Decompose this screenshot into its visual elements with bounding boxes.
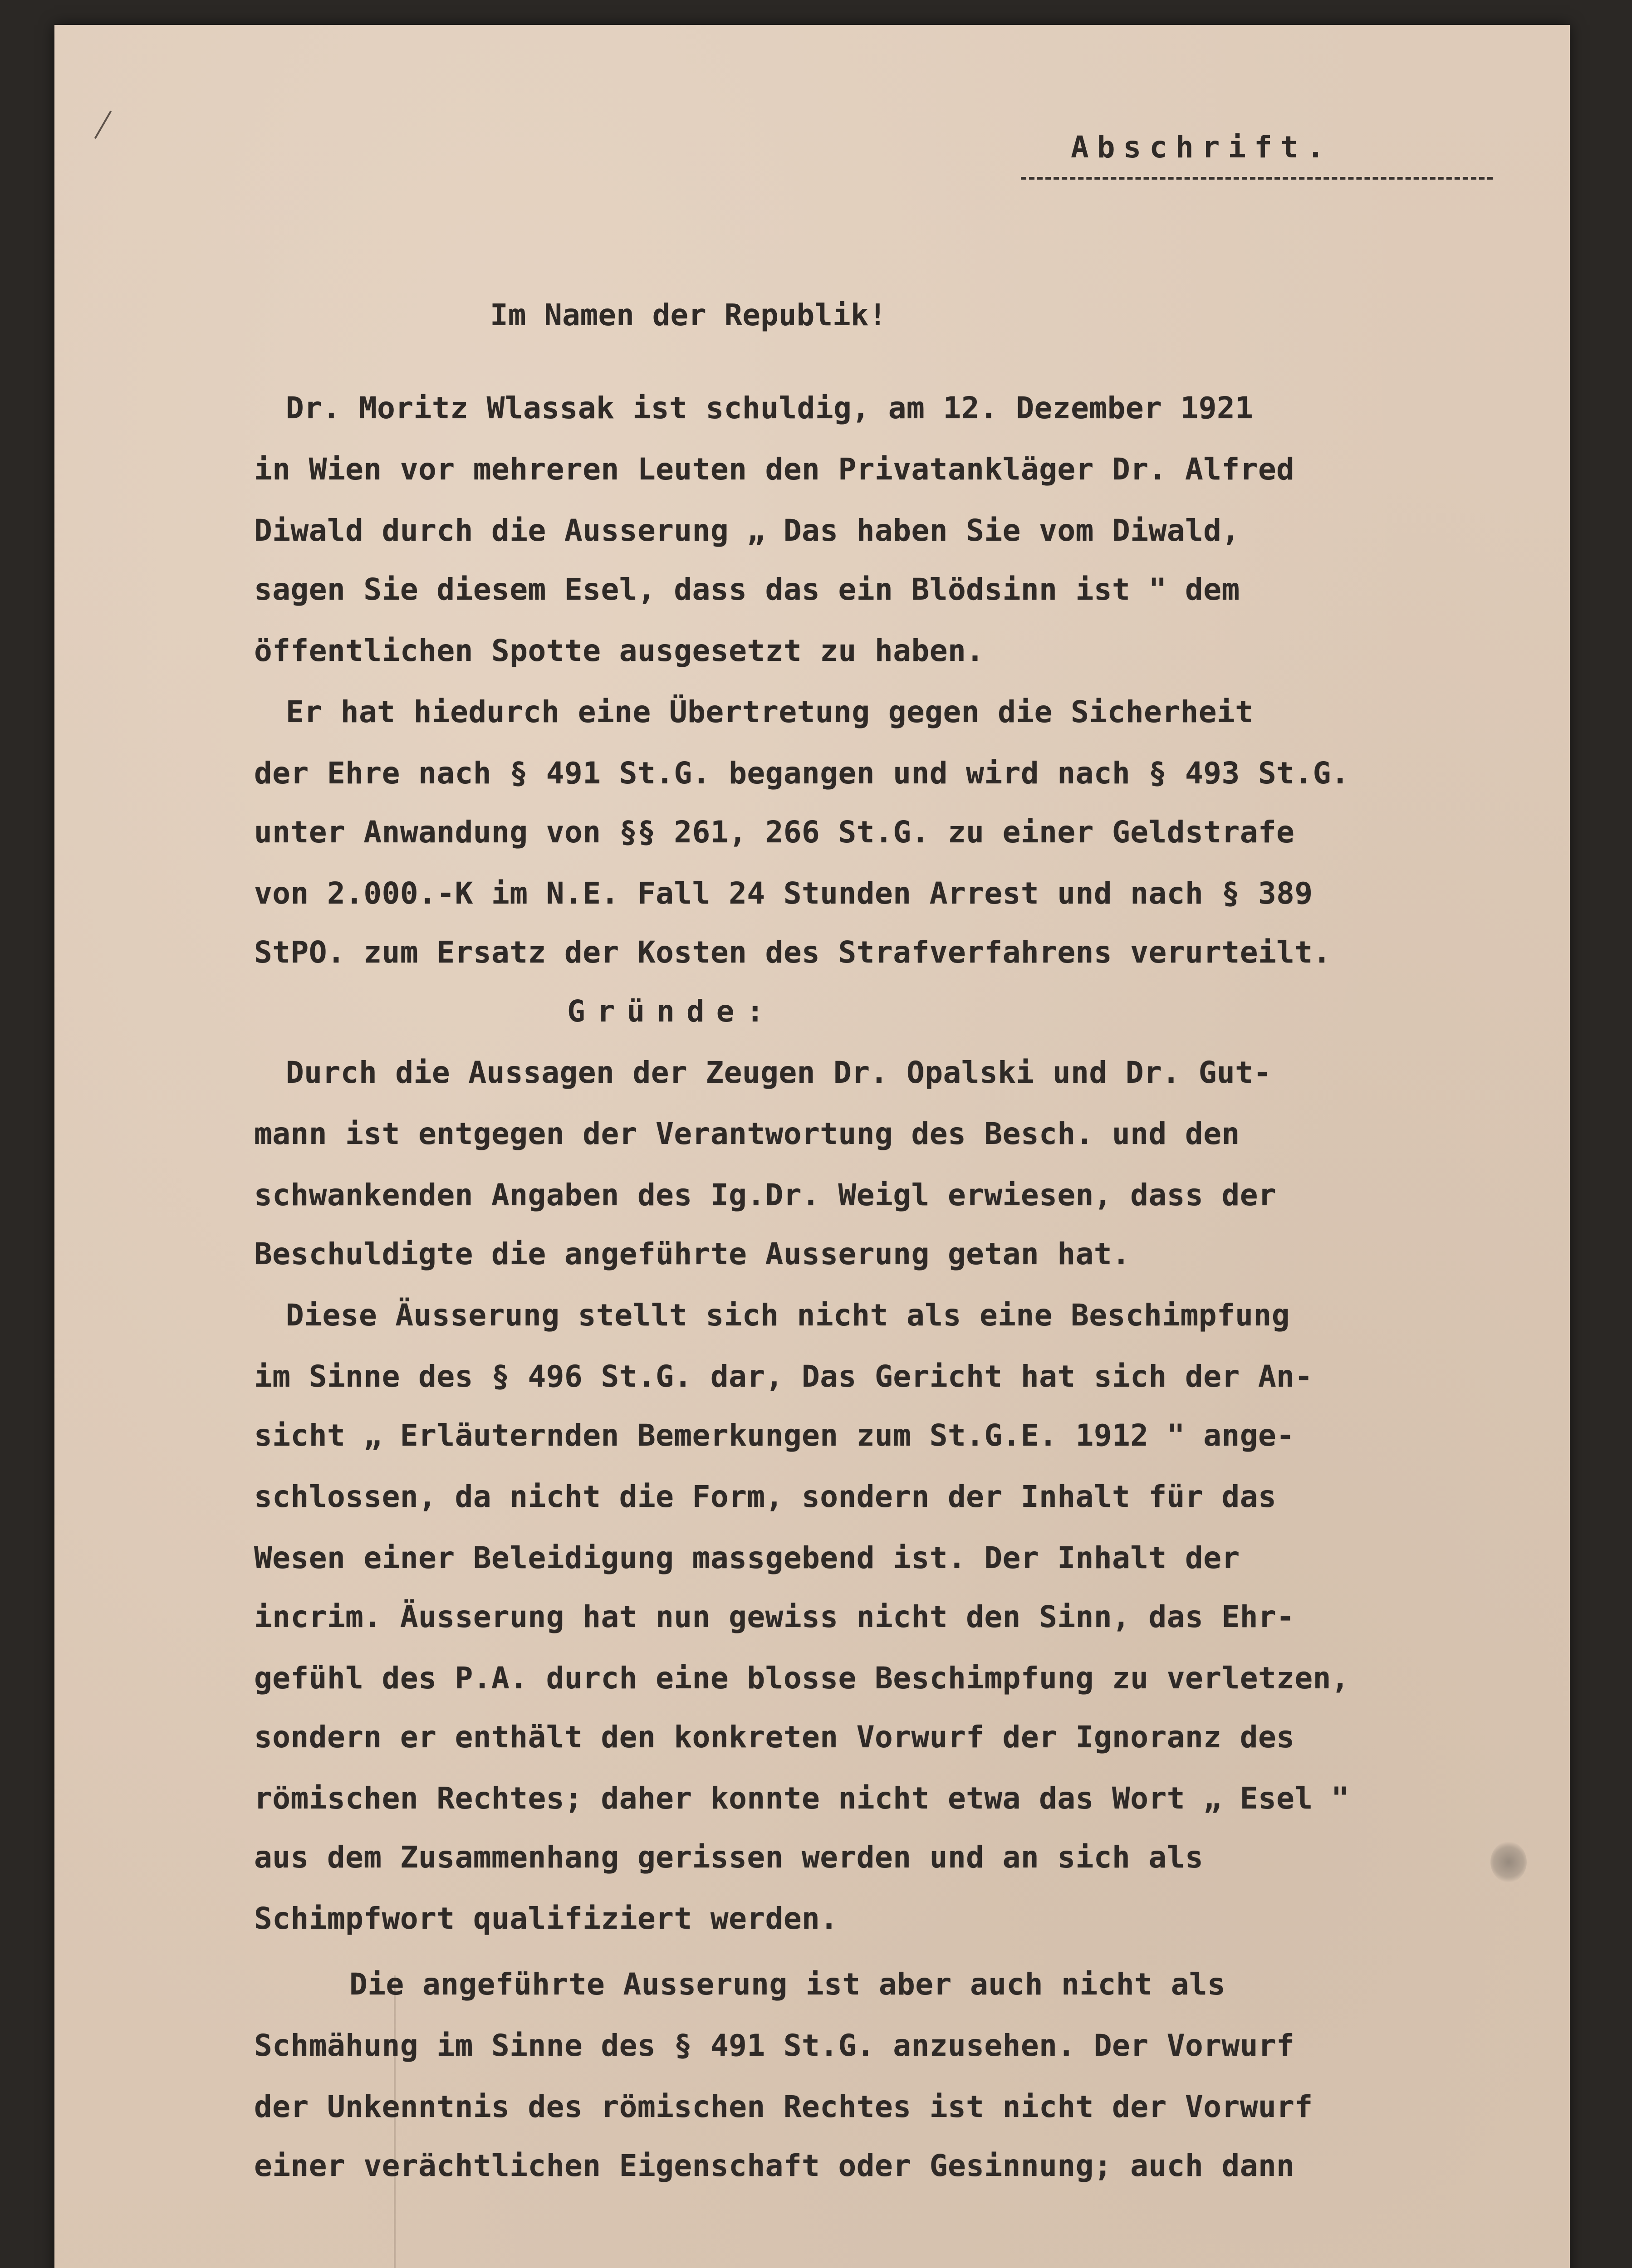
reasons-line: incrim. Äusserung hat nun gewiss nicht den Sinn, das Ehr- bbox=[254, 1599, 1295, 1634]
reasons-heading: Gründe: bbox=[567, 994, 776, 1029]
verdict-line: sagen Sie diesem Esel, dass das ein Blödsinn ist " dem bbox=[254, 572, 1240, 607]
verdict-line: Er hat hiedurch eine Übertretung gegen die Sicherheit bbox=[286, 694, 1254, 729]
verdict-line: öffentlichen Spotte ausgesetzt zu haben. bbox=[254, 633, 985, 668]
verdict-line: der Ehre nach § 491 St.G. begangen und wird nach § 493 St.G. bbox=[254, 756, 1350, 791]
reasons-line: sondern er enthält den konkreten Vorwurf der Ignoranz des bbox=[254, 1720, 1295, 1755]
reasons-line: einer verächtlichen Eigenschaft oder Gesinnung; auch dann bbox=[254, 2148, 1295, 2183]
reasons-line: Diese Äusserung stellt sich nicht als eine Beschimpfung bbox=[286, 1298, 1290, 1333]
reasons-line: mann ist entgegen der Verantwortung des Besch. und den bbox=[254, 1116, 1240, 1151]
reasons-line: gefühl des P.A. durch eine blosse Beschimpfung zu verletzen, bbox=[254, 1661, 1350, 1696]
reasons-line: schwankenden Angaben des Ig.Dr. Weigl erwiesen, dass der bbox=[254, 1178, 1277, 1212]
reasons-line: Schmähung im Sinne des § 491 St.G. anzusehen. Der Vorwurf bbox=[254, 2028, 1295, 2063]
reasons-line: Durch die Aussagen der Zeugen Dr. Opalski und Dr. Gut- bbox=[286, 1055, 1272, 1090]
verdict-line: unter Anwandung von §§ 261, 266 St.G. zu einer Geldstrafe bbox=[254, 815, 1295, 850]
reasons-line: der Unkenntnis des römischen Rechtes ist nicht der Vorwurf bbox=[254, 2089, 1313, 2124]
verdict-line: von 2.000.-K im N.E. Fall 24 Stunden Arrest und nach § 389 bbox=[254, 876, 1313, 911]
typed-text bbox=[54, 25, 1570, 2268]
reasons-line: Schimpfwort qualifiziert werden. bbox=[254, 1901, 838, 1936]
copy-label-underline bbox=[1021, 177, 1493, 180]
reasons-line: sicht „ Erläuternden Bemerkungen zum St.G.E. 1912 " ange- bbox=[254, 1418, 1295, 1453]
reasons-line: im Sinne des § 496 St.G. dar, Das Gericht hat sich der An- bbox=[254, 1359, 1313, 1394]
reasons-line: aus dem Zusammenhang gerissen werden und an sich als bbox=[254, 1840, 1204, 1875]
reasons-line: Beschuldigte die angeführte Ausserung getan hat. bbox=[254, 1237, 1131, 1271]
verdict-line: in Wien vor mehreren Leuten den Privatankläger Dr. Alfred bbox=[254, 452, 1295, 487]
verdict-line: Diwald durch die Ausserung „ Das haben Sie vom Diwald, bbox=[254, 513, 1240, 548]
reasons-line: schlossen, da nicht die Form, sondern der Inhalt für das bbox=[254, 1479, 1277, 1514]
paper-sheet bbox=[54, 25, 1570, 2268]
reasons-line: Wesen einer Beleidigung massgebend ist. Der Inhalt der bbox=[254, 1540, 1240, 1575]
page-title: Im Namen der Republik! bbox=[490, 298, 887, 332]
copy-label: Abschrift. bbox=[1071, 130, 1333, 165]
verdict-line: Dr. Moritz Wlassak ist schuldig, am 12. Dezember 1921 bbox=[286, 391, 1254, 425]
verdict-line: StPO. zum Ersatz der Kosten des Strafverfahrens verurteilt. bbox=[254, 935, 1331, 970]
reasons-line: römischen Rechtes; daher konnte nicht etwa das Wort „ Esel " bbox=[254, 1781, 1350, 1816]
reasons-line: Die angeführte Ausserung ist aber auch nicht als bbox=[349, 1967, 1226, 2002]
